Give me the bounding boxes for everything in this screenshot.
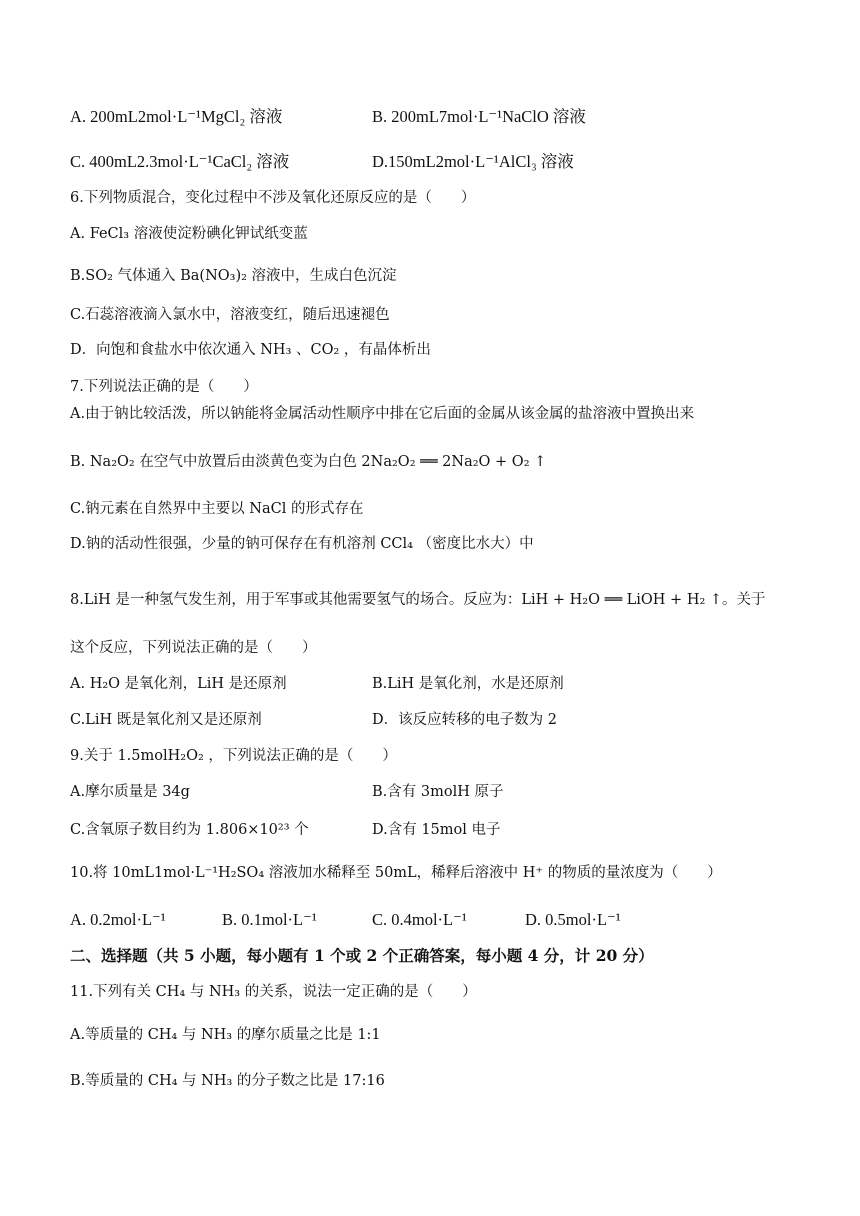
q7-option-b: B. Na₂O₂ 在空气中放置后由淡黄色变为白色 2Na₂O₂ ══ 2Na₂O + O₂ ↑: [70, 454, 547, 470]
q11-option-a: A.等质量的 CH₄ 与 NH₃ 的摩尔质量之比是 1:1: [70, 1027, 381, 1043]
section-2-heading: 二、选择题（共 5 小题，每小题有 1 个或 2 个正确答案，每小题 4 分，计 20 分）: [70, 946, 654, 965]
q9-option-c: C.含氧原子数目约为 1.806×10²³ 个: [70, 822, 309, 838]
q6-stem: 6.下列物质混合，变化过程中不涉及氧化还原反应的是（ ）: [70, 190, 476, 206]
q10-stem: 10.将 10mL1mol·L⁻¹H₂SO₄ 溶液加水稀释至 50mL，稀释后溶液中 H⁺ 的物质的量浓度为（ ）: [70, 865, 722, 881]
q10-option-d: D. 0.5mol·L⁻¹: [525, 910, 621, 929]
q5-option-b: B. 200mL7mol·L⁻¹NaClO 溶液: [372, 107, 586, 126]
q7-option-d: D.钠的活动性很强，少量的钠可保存在有机溶剂 CCl₄ （密度比水大）中: [70, 536, 534, 552]
q8-option-b: B.LiH 是氧化剂，水是还原剂: [372, 676, 564, 692]
q6-option-a: A. FeCl₃ 溶液使淀粉碘化钾试纸变蓝: [70, 226, 308, 242]
q11-stem: 11.下列有关 CH₄ 与 NH₃ 的关系，说法一定正确的是（ ）: [70, 984, 477, 1000]
q10-option-c: C. 0.4mol·L⁻¹: [372, 910, 467, 929]
q6-option-b: B.SO₂ 气体通入 Ba(NO₃)₂ 溶液中，生成白色沉淀: [70, 268, 397, 284]
q7-stem: 7.下列说法正确的是（ ）: [70, 379, 258, 395]
q5-option-d: D.150mL2mol·L⁻¹AlCl₃ 溶液: [372, 152, 574, 171]
q11-option-b: B.等质量的 CH₄ 与 NH₃ 的分子数之比是 17:16: [70, 1073, 385, 1089]
q8-option-d: D．该反应转移的电子数为 2: [372, 712, 557, 728]
q9-stem: 9.关于 1.5molH₂O₂ ，下列说法正确的是（ ）: [70, 748, 397, 764]
q9-option-a: A.摩尔质量是 34g: [70, 784, 190, 800]
q9-option-b: B.含有 3molH 原子: [372, 784, 504, 800]
q10-option-b: B. 0.1mol·L⁻¹: [222, 910, 317, 929]
q8-stem-line2: 这个反应，下列说法正确的是（ ）: [70, 640, 317, 656]
q5-option-a: A. 200mL2mol·L⁻¹MgCl₂ 溶液: [70, 107, 283, 126]
q8-stem-line1: 8.LiH 是一种氢气发生剂，用于军事或其他需要氢气的场合。反应为：LiH + H₂O ══ LiOH + H₂ ↑。关于: [70, 592, 766, 608]
q9-option-d: D.含有 15mol 电子: [372, 822, 501, 838]
q5-option-c: C. 400mL2.3mol·L⁻¹CaCl₂ 溶液: [70, 152, 290, 171]
q7-option-c: C.钠元素在自然界中主要以 NaCl 的形式存在: [70, 501, 364, 517]
q8-option-c: C.LiH 既是氧化剂又是还原剂: [70, 712, 262, 728]
q8-option-a: A. H₂O 是氧化剂，LiH 是还原剂: [70, 676, 287, 692]
q10-option-a: A. 0.2mol·L⁻¹: [70, 910, 166, 929]
q6-option-d: D．向饱和食盐水中依次通入 NH₃ 、CO₂ ，有晶体析出: [70, 342, 431, 358]
q7-option-a: A.由于钠比较活泼，所以钠能将金属活动性顺序中排在它后面的金属从该金属的盐溶液中置换出来: [70, 406, 695, 422]
q6-option-c: C.石蕊溶液滴入氯水中，溶液变红，随后迅速褪色: [70, 307, 390, 323]
